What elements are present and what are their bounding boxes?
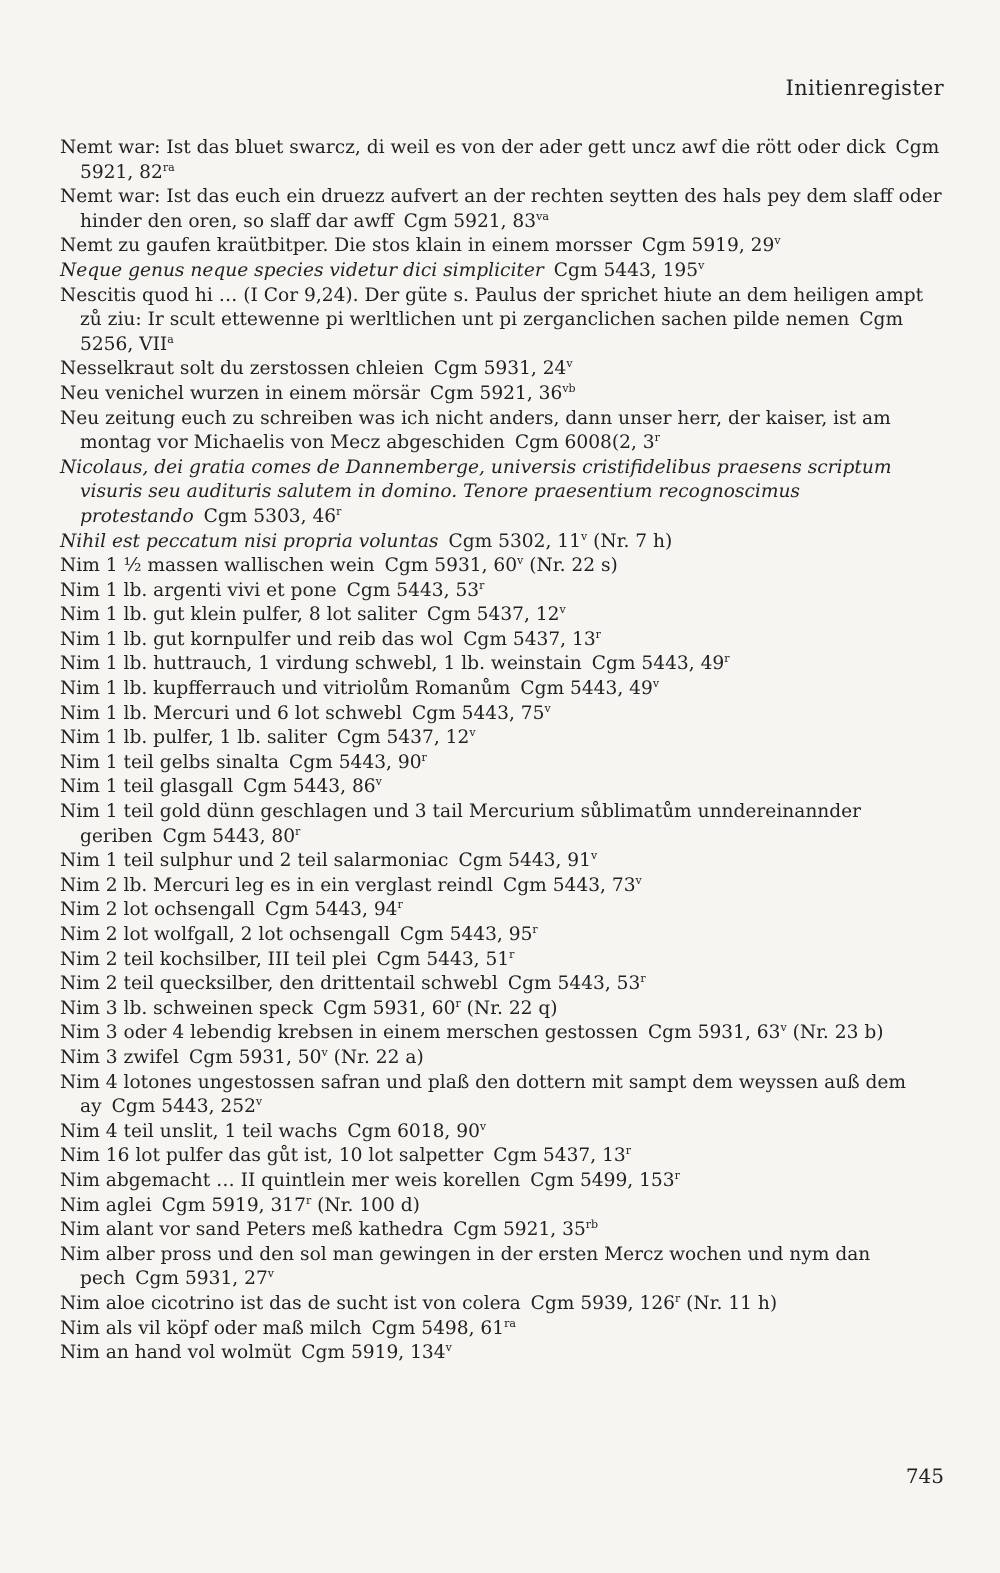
index-entry — [60, 1071, 944, 1120]
entry-incipit: Nim 3 oder 4 lebendig krebsen in einem merschen gestossen — [60, 1022, 638, 1044]
folio-side: r — [595, 627, 601, 641]
entry-reference: Cgm 5437, 13 — [463, 628, 596, 650]
entry-incipit: Nim als vil köpf oder maß milch — [60, 1317, 362, 1339]
entry-incipit: Nihil est peccatum nisi propria voluntas — [60, 530, 439, 552]
folio-side: r — [654, 431, 660, 445]
entry-reference: Cgm 5437, 12 — [427, 604, 560, 626]
entry-reference: Cgm 5931, 63 — [647, 1022, 781, 1044]
entry-reference: Cgm 5443, 49 — [591, 653, 725, 675]
index-entry — [60, 284, 944, 358]
index-entry — [60, 1194, 944, 1219]
entry-incipit: Nim 4 teil unslit, 1 teil wachs — [60, 1120, 338, 1142]
index-entry — [60, 726, 944, 751]
index-entry — [60, 1144, 944, 1169]
entry-incipit: Nim aloe cicotrino ist das de sucht ist von colera — [60, 1292, 521, 1314]
entry-reference: Cgm 5919, 317 — [161, 1194, 306, 1216]
folio-side: ra — [162, 160, 175, 174]
index-entry — [60, 234, 944, 259]
running-head: Initienregister — [785, 76, 944, 100]
entry-incipit: Nim 1 teil gold dünn geschlagen und 3 tail Mercurium sůblimatům unndereinannder geriben — [60, 801, 862, 847]
entry-incipit: Nim 1 lb. argenti vivi et pone — [60, 579, 337, 601]
entry-reference: Cgm 5931, 50 — [189, 1046, 322, 1068]
folio-side: v — [774, 234, 781, 248]
entry-incipit: Nim alant vor sand Peters meß kathedra — [60, 1219, 444, 1241]
index-entry — [60, 382, 944, 407]
folio-side: v — [445, 1341, 452, 1355]
entry-reference: Cgm 5443, 94 — [265, 899, 398, 921]
incipit-index-list — [60, 136, 944, 1366]
index-entry — [60, 554, 944, 579]
entry-incipit: Nim 3 lb. schweinen speck — [60, 997, 313, 1019]
entry-reference: Cgm 5499, 153 — [530, 1169, 675, 1191]
folio-side: v — [559, 603, 566, 617]
folio-side: r — [295, 824, 301, 838]
entry-incipit: Nicolaus, dei gratia comes de Dannemberge, universis cristifidelibus praesens scriptum visuris seu audituris salutem in domino. Tenore praesentium recognoscimus protestando — [60, 456, 892, 527]
entry-reference: Cgm 5256, VII — [80, 309, 904, 355]
index-entry — [60, 1021, 944, 1046]
index-entry — [60, 1169, 944, 1194]
entry-reference: Cgm 5303, 46 — [203, 505, 337, 527]
entry-note: (Nr. 7 h) — [587, 530, 673, 552]
folio-side: r — [455, 996, 461, 1010]
entry-incipit: Nemt war: Ist das bluet swarcz, di weil es von der ader gett uncz awf die rött oder dick — [60, 137, 886, 158]
entry-incipit: Neu zeitung euch zu schreiben was ich nicht anders, dann unser herr, der kaiser, ist am montag vor Michaelis von Mecz abgeschiden — [60, 407, 891, 454]
folio-side: r — [640, 972, 646, 986]
entry-note: (Nr. 22 q) — [460, 997, 558, 1019]
entry-incipit: Nim 2 teil kochsilber, III teil plei — [60, 948, 367, 970]
entry-incipit: Nemt war: Ist das euch ein druezz aufvert an der rechten seytten des hals pey dem slaff oder hinder den oren, so slaff dar awff — [60, 186, 942, 232]
index-entry — [60, 751, 944, 776]
index-entry — [60, 972, 944, 997]
folio-side: r — [625, 1144, 632, 1158]
folio-side: r — [421, 750, 427, 764]
folio-side: v — [544, 701, 551, 715]
folio-side: a — [167, 332, 174, 346]
entry-reference: Cgm 5921, 82 — [80, 137, 940, 183]
folio-side: r — [674, 1291, 681, 1305]
entry-reference: Cgm 5443, 90 — [289, 751, 422, 773]
entry-reference: Cgm 5921, 35 — [453, 1219, 586, 1241]
entry-note: (Nr. 100 d) — [311, 1194, 420, 1216]
entry-incipit: Neu venichel wurzen in einem mörsär — [60, 382, 420, 404]
entry-incipit: Nim 1 lb. gut klein pulfer, 8 lot saliter — [60, 604, 418, 626]
entry-incipit: Nim alber pross und den sol man gewingen in der ersten Mercz wochen und nym dan pech — [60, 1243, 871, 1290]
folio-side: ra — [504, 1316, 516, 1330]
folio-side: v — [580, 529, 588, 543]
index-entry — [60, 997, 944, 1022]
index-entry — [60, 628, 944, 653]
entry-reference: Cgm 5443, 86 — [243, 776, 376, 798]
entry-incipit: Nim 1 lb. gut kornpulfer und reib das wol — [60, 628, 454, 650]
entry-reference: Cgm 5921, 36 — [429, 382, 563, 404]
entry-incipit: Nim 2 lot ochsengall — [60, 899, 256, 921]
index-entry — [60, 1317, 944, 1342]
index-entry — [60, 136, 944, 185]
entry-reference: Cgm 5443, 53 — [346, 579, 480, 601]
folio-side: vb — [562, 381, 576, 395]
index-entry — [60, 948, 944, 973]
index-entry — [60, 874, 944, 899]
folio-side: r — [532, 923, 538, 936]
folio-side: v — [267, 1267, 274, 1281]
entry-reference: Cgm 5919, 134 — [301, 1342, 446, 1364]
entry-reference: Cgm 5919, 29 — [641, 235, 775, 257]
entry-incipit: Nim 1 lb. huttrauch, 1 virdung schwebl, 1 lb. weinstain — [60, 653, 582, 675]
entry-reference: Cgm 5931, 24 — [433, 358, 567, 380]
folio-side: v — [698, 258, 705, 272]
index-entry — [60, 702, 944, 727]
entry-incipit: Nim 16 lot pulfer das gůt ist, 10 lot salpetter — [60, 1145, 484, 1167]
entry-incipit: Nim 1 lb. pulfer, 1 lb. saliter — [60, 727, 327, 749]
entry-reference: Cgm 5931, 60 — [384, 555, 518, 577]
index-entry — [60, 603, 944, 628]
folio-side: r — [397, 898, 403, 912]
entry-reference: Cgm 5443, 53 — [507, 973, 641, 995]
index-entry — [60, 357, 944, 382]
folio-side: va — [536, 209, 549, 223]
entry-reference: Cgm 5443, 49 — [520, 678, 653, 700]
entry-incipit: Nim 1 lb. Mercuri und 6 lot schwebl — [60, 702, 402, 724]
entry-incipit: Nescitis quod hi … (I Cor 9,24). Der güte s. Paulus der sprichet hiute an dem heiligen ampt zů ziu: Ir scult ettewenne pi werltlichen unt pi zerganclichen sachen pilde nemen — [60, 284, 924, 331]
index-entry — [60, 1292, 944, 1317]
folio-side: v — [590, 849, 598, 863]
entry-reference: Cgm 6008(2, 3 — [514, 432, 655, 454]
folio-side: v — [652, 677, 660, 691]
folio-side: v — [375, 775, 382, 789]
entry-reference: Cgm 5443, 91 — [458, 850, 591, 872]
folio-side: v — [321, 1045, 328, 1059]
page-number: 745 — [905, 1464, 944, 1488]
entry-incipit: Nim 4 lotones ungestossen safran und plaß den dottern mit sampt dem weyssen auß dem ay — [60, 1071, 907, 1118]
entry-note: (Nr. 11 h) — [680, 1292, 778, 1314]
folio-side: r — [479, 578, 485, 592]
index-entry — [60, 1243, 944, 1292]
index-entry — [60, 898, 944, 923]
folio-side: rb — [585, 1218, 599, 1232]
entry-incipit: Nim aglei — [60, 1194, 152, 1216]
folio-side: v — [517, 554, 524, 568]
index-entry — [60, 1218, 944, 1243]
entry-reference: Cgm 5498, 61 — [371, 1317, 505, 1339]
index-entry — [60, 677, 944, 702]
folio-side: v — [255, 1095, 263, 1109]
entry-reference: Cgm 5921, 83 — [403, 210, 537, 232]
entry-reference: Cgm 5939, 126 — [530, 1292, 675, 1314]
entry-incipit: Nim 2 lb. Mercuri leg es in ein verglast reindl — [60, 874, 494, 896]
entry-reference: Cgm 5443, 75 — [411, 702, 545, 724]
entry-reference: Cgm 5931, 60 — [322, 997, 456, 1019]
entry-reference: Cgm 5443, 95 — [399, 924, 533, 945]
entry-reference: Cgm 5443, 73 — [503, 874, 636, 896]
entry-incipit: Nim 1 teil sulphur und 2 teil salarmoniac — [60, 850, 449, 872]
entry-incipit: Nim abgemacht … II quintlein mer weis korellen — [60, 1169, 521, 1191]
entry-incipit: Nim 1 ½ massen wallischen wein — [60, 555, 375, 577]
entry-note: (Nr. 23 b) — [786, 1022, 884, 1044]
entry-reference: Cgm 5443, 252 — [111, 1096, 256, 1118]
entry-reference: Cgm 5443, 51 — [376, 948, 510, 970]
entry-reference: Cgm 5443, 80 — [162, 825, 296, 847]
entry-incipit: Nesselkraut solt du zerstossen chleien — [60, 358, 424, 380]
entry-incipit: Nim 1 lb. kupfferrauch und vitriolům Romanům — [60, 678, 511, 700]
entry-reference: Cgm 6018, 90 — [347, 1120, 480, 1142]
entry-note: (Nr. 22 a) — [327, 1046, 424, 1068]
folio-side: v — [780, 1021, 787, 1035]
entry-incipit: Nim an hand vol wolmüt — [60, 1342, 292, 1364]
entry-reference: Cgm 5931, 27 — [135, 1268, 268, 1290]
index-entry — [60, 775, 944, 800]
entry-reference: Cgm 5437, 13 — [493, 1145, 626, 1167]
entry-reference: Cgm 5302, 11 — [448, 530, 581, 552]
folio-side: r — [305, 1193, 312, 1207]
entry-incipit: Nim 2 teil quecksilber, den drittentail schwebl — [60, 973, 498, 995]
folio-side: v — [635, 873, 642, 887]
index-entry — [60, 800, 944, 849]
index-entry — [60, 530, 944, 555]
index-entry — [60, 185, 944, 234]
folio-side: r — [336, 504, 342, 518]
folio-side: v — [566, 357, 573, 371]
entry-incipit: Nim 1 teil glasgall — [60, 776, 234, 798]
folio-side: r — [724, 652, 730, 666]
index-entry — [60, 1046, 944, 1071]
folio-side: r — [509, 947, 515, 961]
index-entry — [60, 407, 944, 456]
folio-side: v — [469, 726, 476, 740]
entry-incipit: Nemt zu gaufen kraütbitper. Die stos klain in einem morsser — [60, 235, 632, 257]
index-entry — [60, 849, 944, 874]
folio-side: v — [479, 1119, 487, 1133]
index-entry — [60, 579, 944, 604]
entry-reference: Cgm 5437, 12 — [336, 727, 470, 749]
entry-incipit: Neque genus neque species videtur dici simpliciter — [60, 259, 544, 281]
index-entry — [60, 456, 944, 530]
entry-incipit: Nim 1 teil gelbs sinalta — [60, 751, 280, 773]
index-entry — [60, 1341, 944, 1366]
index-entry — [60, 1120, 944, 1145]
entry-incipit: Nim 2 lot wolfgall, 2 lot ochsengall — [60, 924, 390, 945]
entry-note: (Nr. 22 s) — [523, 555, 618, 577]
entry-reference: Cgm 5443, 195 — [553, 259, 699, 281]
index-entry — [60, 652, 944, 677]
index-entry — [60, 259, 944, 284]
folio-side: r — [674, 1168, 680, 1182]
index-entry — [60, 923, 944, 948]
entry-incipit: Nim 3 zwifel — [60, 1046, 179, 1068]
